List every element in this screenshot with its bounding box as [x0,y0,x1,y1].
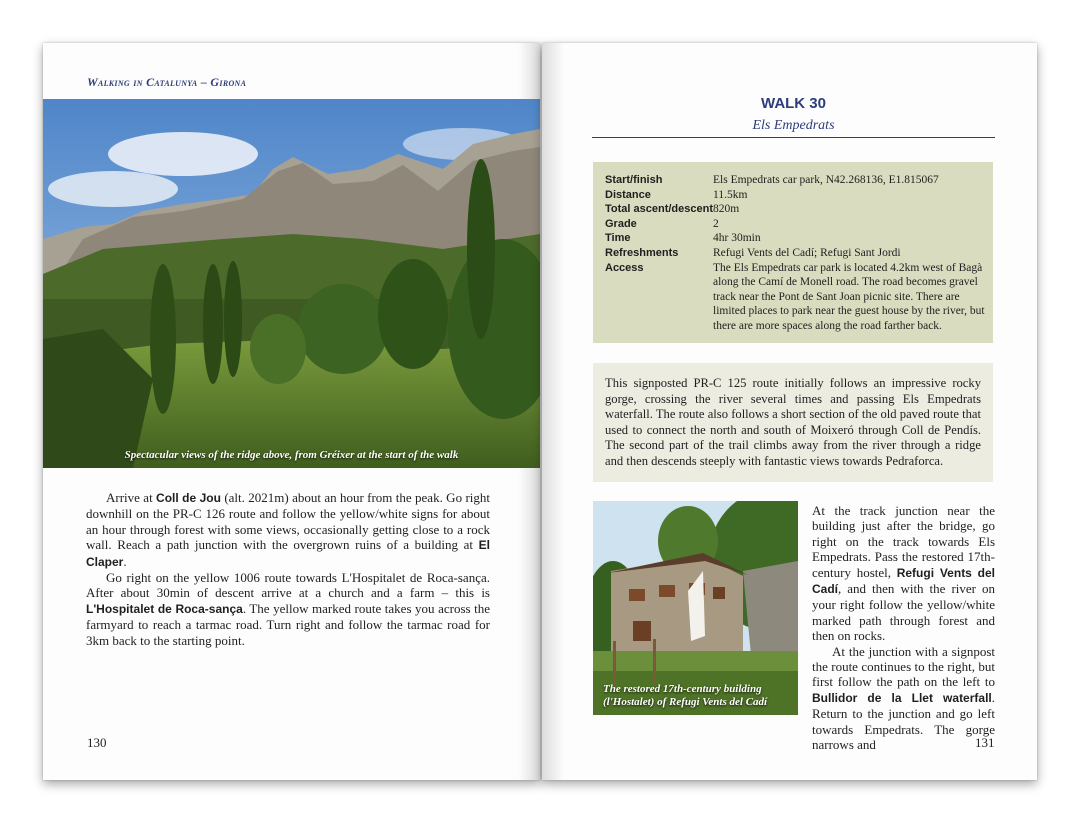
info-row: Access The Els Empedrats car park is located 4.2km west of Bagà along the Camí de Monell road. The road becomes gravel track near the Pont de Sant Joan picnic site. There are limited places to park near the guest house by the river, but there are more spaces along the road farther back. [605,261,985,332]
right-page [542,43,1037,780]
info-row: Total ascent/descent 820m [605,203,740,216]
walk-intro: This signposted PR-C 125 route initially follows an impressive rocky gorge, crossing the river several times and passing Els Empedrats waterfall. The route also follows a short section of the old paved route that used to connect the north and south of Moixeró through Coll de Pendís. The second part of the trail climbs away from the river through a ridge and then descends steeply with fantastic views towards Pedraforca. [605,376,981,468]
info-row: Refreshments Refugi Vents del Cadí; Refugi Sant Jordi [605,246,901,259]
walk-name: Els Empedrats [752,118,835,133]
place-name: Bullidor de la Llet waterfall [812,690,992,705]
photo-caption: Spectacular views of the ridge above, from Gréixer at the start of the walk [124,449,459,461]
walk-info-table [605,173,985,334]
refuge-building-photo [593,501,798,715]
running-head: Walking in Catalunya – Girona [87,75,247,89]
route-description [86,490,490,648]
walk-intro-box [593,363,993,482]
left-page [43,43,540,780]
route-description [812,503,995,753]
paragraph: Go right on the yellow 1006 route towards L'Hospitalet de Roca-sança. After about 30min of descent arrive at a church and a farm – this is L'Hospitalet de Roca-sança. The yellow marked route takes you across the farmyard to reach a tarmac road. Turn right and follow the tarmac road for 3km back to the starting point. [86,570,490,648]
info-row: Time 4hr 30min [605,232,761,245]
walk-info-box [593,162,993,343]
place-name: Coll de Jou [156,491,221,505]
paragraph: At the track junction near the building just after the bridge, go right on the track towards Els Empedrats. Pass the restored 17th-century hostel, Refugi Vents del Cadí, and then with the river on your right follow the yellow/white marked path through forest and then on rocks. [812,503,995,644]
place-name: L'Hospitalet de Roca-sança [86,601,243,616]
place-name: Refugi Vents del Cadí [812,565,995,597]
place-name: El Claper [86,538,490,569]
info-row: Distance 11.5km [605,188,748,201]
paragraph: At the junction with a signpost the route continues to the right, but first follow the path on the left to Bullidor de la Llet waterfall. Return to the junction and go left towards Empedrats. The gorge narrows and [812,643,995,753]
walk-number: WALK 30 [760,95,826,112]
info-row: Grade 2 [605,217,719,230]
paragraph: Arrive at Coll de Jou (alt. 2021m) about an hour from the peak. Go right downhill on the PR-C 126 route and follow the yellow/white signs for about an hour through forest with some views, occasionally getting close to a rock wall. Reach a path junction with the overgrown ruins of a building at El Claper. [86,490,490,569]
info-row: Start/finish Els Empedrats car park, N42.268136, E1.815067 [605,174,939,186]
page-number: 131 [975,735,995,750]
mountain-ridge-photo [43,99,540,468]
title-rule [592,137,995,138]
photo-caption: The restored 17th-century building (l'Hostalet) of Refugi Vents del Cadí [603,683,768,708]
page-gutter-shadow [542,43,564,780]
page-number: 130 [87,735,107,750]
